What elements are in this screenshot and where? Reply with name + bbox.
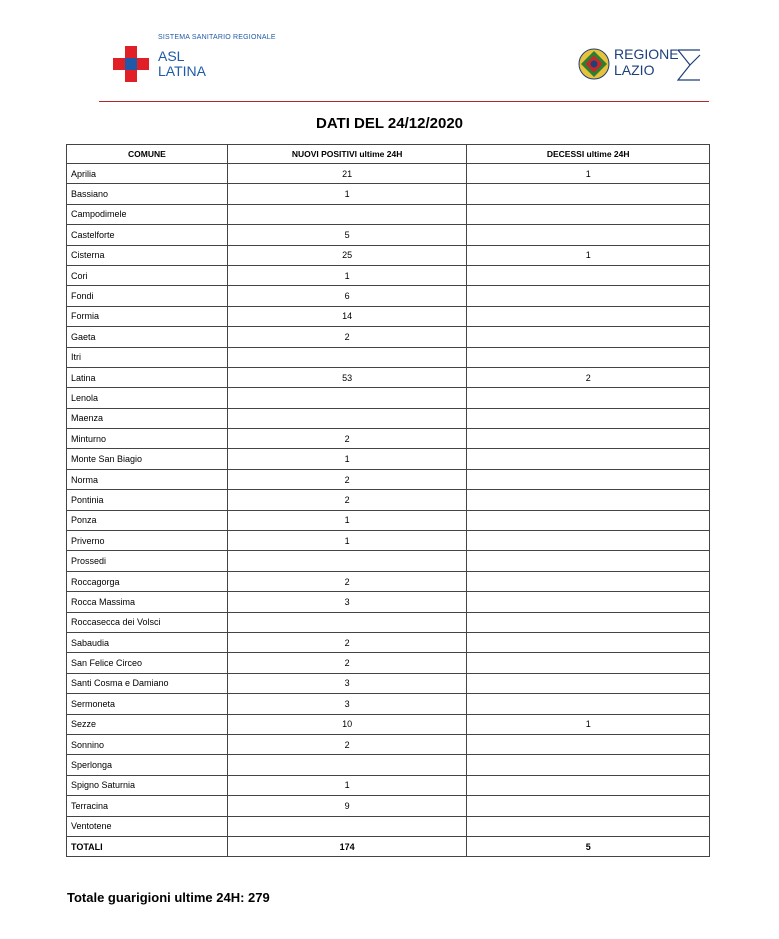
cell-decessi	[467, 551, 710, 571]
cell-decessi	[467, 490, 710, 510]
table-row	[67, 612, 710, 632]
cell-comune: Minturno	[67, 429, 228, 449]
cell-comune: Castelforte	[67, 225, 228, 245]
cell-decessi	[467, 306, 710, 326]
table-row	[67, 286, 710, 306]
cell-comune: Priverno	[67, 531, 228, 551]
cell-nuovi-positivi	[227, 755, 467, 775]
cell-decessi	[467, 429, 710, 449]
header-decessi: DECESSI ultime 24H	[467, 145, 710, 164]
table-row	[67, 347, 710, 367]
cell-comune: Itri	[67, 347, 228, 367]
cell-decessi: 1	[467, 714, 710, 734]
table-row	[67, 734, 710, 754]
cell-nuovi-positivi: 1	[227, 449, 467, 469]
cell-comune: Roccasecca dei Volsci	[67, 612, 228, 632]
totale-guarigioni: Totale guarigioni ultime 24H: 279	[67, 890, 270, 905]
cell-comune: San Felice Circeo	[67, 653, 228, 673]
cell-comune: Aprilia	[67, 164, 228, 184]
cell-comune: Sperlonga	[67, 755, 228, 775]
table-row	[67, 449, 710, 469]
table-row	[67, 469, 710, 489]
header-nuovi-positivi: NUOVI POSITIVI ultime 24H	[227, 145, 467, 164]
cell-decessi: 1	[467, 245, 710, 265]
cell-nuovi-positivi: 3	[227, 673, 467, 693]
cell-comune: Formia	[67, 306, 228, 326]
cell-decessi	[467, 673, 710, 693]
cell-comune: Cisterna	[67, 245, 228, 265]
cell-nuovi-positivi: 2	[227, 571, 467, 591]
table-row	[67, 775, 710, 795]
cell-decessi	[467, 755, 710, 775]
cell-nuovi-positivi: 2	[227, 429, 467, 449]
cell-decessi	[467, 347, 710, 367]
cell-decessi	[467, 775, 710, 795]
asl-subtitle: SISTEMA SANITARIO REGIONALE	[158, 34, 276, 41]
table-row	[67, 653, 710, 673]
cell-nuovi-positivi	[227, 388, 467, 408]
cell-comune: Prossedi	[67, 551, 228, 571]
cell-nuovi-positivi: 9	[227, 796, 467, 816]
table-row	[67, 245, 710, 265]
data-table	[66, 144, 710, 857]
cell-decessi	[467, 327, 710, 347]
cell-comune: Gaeta	[67, 327, 228, 347]
table-row	[67, 531, 710, 551]
cell-nuovi-positivi: 1	[227, 265, 467, 285]
cell-nuovi-positivi	[227, 347, 467, 367]
table-row	[67, 265, 710, 285]
cell-comune: Terracina	[67, 796, 228, 816]
cell-decessi	[467, 408, 710, 428]
table-row	[67, 184, 710, 204]
cell-comune: Spigno Saturnia	[67, 775, 228, 795]
cell-decessi	[467, 531, 710, 551]
table-row	[67, 694, 710, 714]
table-row	[67, 225, 710, 245]
totals-label: TOTALI	[67, 836, 228, 856]
cell-comune: Sonnino	[67, 734, 228, 754]
cell-nuovi-positivi	[227, 408, 467, 428]
table-row	[67, 755, 710, 775]
regione-lazio-emblem-icon	[578, 48, 610, 80]
cell-nuovi-positivi: 1	[227, 531, 467, 551]
cell-decessi	[467, 816, 710, 836]
cell-comune: Santi Cosma e Damiano	[67, 673, 228, 693]
cell-decessi	[467, 734, 710, 754]
table-row	[67, 164, 710, 184]
red-cross-icon	[113, 46, 149, 82]
cell-nuovi-positivi: 3	[227, 694, 467, 714]
cell-decessi	[467, 286, 710, 306]
table-row	[67, 327, 710, 347]
cell-nuovi-positivi	[227, 816, 467, 836]
cell-comune: Sabaudia	[67, 632, 228, 652]
cell-decessi	[467, 469, 710, 489]
table-header-row	[67, 145, 710, 164]
cell-comune: Ventotene	[67, 816, 228, 836]
cell-nuovi-positivi: 2	[227, 327, 467, 347]
cell-nuovi-positivi: 2	[227, 734, 467, 754]
table-row	[67, 632, 710, 652]
cell-decessi	[467, 225, 710, 245]
cell-nuovi-positivi: 1	[227, 775, 467, 795]
cell-nuovi-positivi: 25	[227, 245, 467, 265]
table-row	[67, 714, 710, 734]
asl-name: ASL LATINA	[158, 48, 206, 79]
asl-latina-logo	[113, 34, 276, 90]
cell-comune: Sermoneta	[67, 694, 228, 714]
cell-comune: Cori	[67, 265, 228, 285]
table-row	[67, 306, 710, 326]
totals-nuovi-positivi: 174	[227, 836, 467, 856]
table-row	[67, 367, 710, 387]
table-row	[67, 551, 710, 571]
cell-nuovi-positivi: 5	[227, 225, 467, 245]
regione-lazio-logo	[578, 46, 703, 84]
table-row	[67, 816, 710, 836]
cell-comune: Roccagorga	[67, 571, 228, 591]
table-row	[67, 429, 710, 449]
totals-decessi: 5	[467, 836, 710, 856]
cell-decessi	[467, 796, 710, 816]
header-divider	[99, 101, 709, 102]
cell-nuovi-positivi	[227, 204, 467, 224]
table-row	[67, 490, 710, 510]
table-row	[67, 673, 710, 693]
table-row	[67, 510, 710, 530]
table-row	[67, 388, 710, 408]
lazio-swoosh-icon	[676, 48, 702, 82]
regione-lazio-text: REGIONE LAZIO	[614, 46, 679, 78]
table-row	[67, 571, 710, 591]
cell-comune: Pontinia	[67, 490, 228, 510]
cell-nuovi-positivi: 2	[227, 469, 467, 489]
cell-decessi: 1	[467, 164, 710, 184]
cell-nuovi-positivi: 53	[227, 367, 467, 387]
cell-decessi	[467, 510, 710, 530]
cell-comune: Lenola	[67, 388, 228, 408]
cell-decessi	[467, 449, 710, 469]
cell-decessi	[467, 184, 710, 204]
cell-decessi	[467, 653, 710, 673]
cell-nuovi-positivi: 21	[227, 164, 467, 184]
cell-nuovi-positivi: 2	[227, 632, 467, 652]
cell-nuovi-positivi: 1	[227, 184, 467, 204]
cell-decessi	[467, 265, 710, 285]
cell-comune: Maenza	[67, 408, 228, 428]
cell-decessi	[467, 388, 710, 408]
cell-comune: Bassiano	[67, 184, 228, 204]
cell-comune: Rocca Massima	[67, 592, 228, 612]
header-comune: COMUNE	[67, 145, 228, 164]
cell-comune: Sezze	[67, 714, 228, 734]
table-row	[67, 796, 710, 816]
cell-nuovi-positivi: 2	[227, 490, 467, 510]
cell-comune: Norma	[67, 469, 228, 489]
cell-comune: Fondi	[67, 286, 228, 306]
cell-decessi: 2	[467, 367, 710, 387]
cell-decessi	[467, 204, 710, 224]
cell-decessi	[467, 612, 710, 632]
cell-decessi	[467, 571, 710, 591]
cell-nuovi-positivi	[227, 612, 467, 632]
page-title: DATI DEL 24/12/2020	[315, 115, 464, 132]
table-row	[67, 204, 710, 224]
cell-nuovi-positivi: 3	[227, 592, 467, 612]
totals-row	[67, 836, 710, 856]
cell-comune: Campodimele	[67, 204, 228, 224]
cell-decessi	[467, 632, 710, 652]
cell-nuovi-positivi: 6	[227, 286, 467, 306]
cell-nuovi-positivi: 10	[227, 714, 467, 734]
cell-comune: Latina	[67, 367, 228, 387]
cell-decessi	[467, 694, 710, 714]
table-row	[67, 408, 710, 428]
cell-nuovi-positivi: 1	[227, 510, 467, 530]
cell-nuovi-positivi: 14	[227, 306, 467, 326]
table-row	[67, 592, 710, 612]
cell-nuovi-positivi	[227, 551, 467, 571]
cell-comune: Monte San Biagio	[67, 449, 228, 469]
cell-nuovi-positivi: 2	[227, 653, 467, 673]
cell-comune: Ponza	[67, 510, 228, 530]
cell-decessi	[467, 592, 710, 612]
